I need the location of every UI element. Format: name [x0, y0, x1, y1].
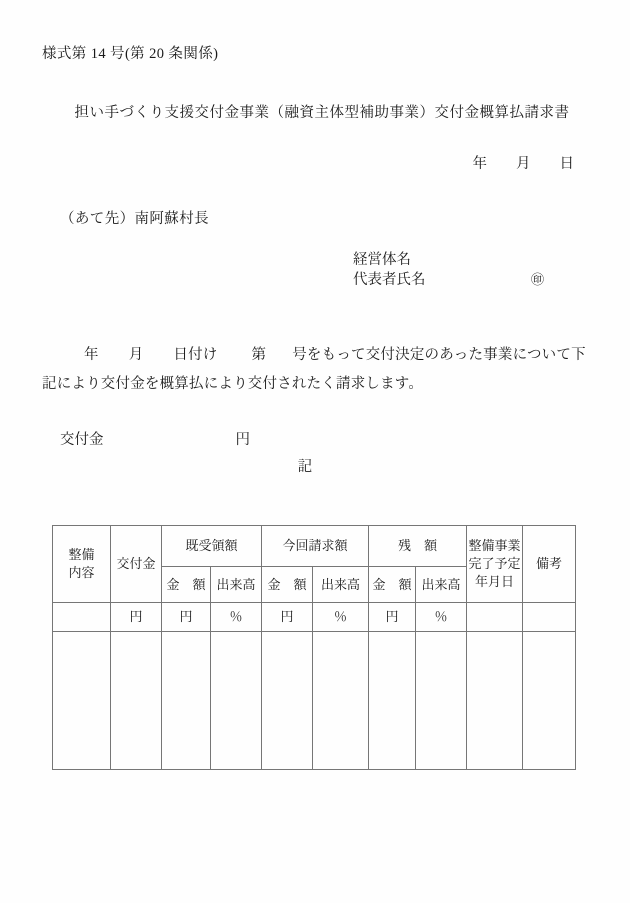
header-balance: 残 額: [369, 526, 467, 567]
header-completion-date: [467, 526, 523, 603]
body-line1-rest: 号をもって交付決定のあった事業について下: [292, 347, 586, 363]
table-header: [53, 526, 576, 603]
cell-remarks[interactable]: [523, 632, 576, 770]
grant-amount-unit: 円: [235, 432, 250, 448]
header-already-received-progress: 出来高: [211, 567, 262, 603]
unit-remarks: [523, 603, 576, 632]
body-month: 月: [128, 347, 144, 363]
header-maintenance-content-line1: 整備: [68, 547, 95, 562]
cell-completion-date[interactable]: [467, 632, 523, 770]
body-year: 年: [84, 347, 99, 363]
page-title: 担い手づくり支援交付金事業（融資主体型補助事業）交付金概算払請求書: [74, 105, 570, 121]
representative-name-label: 代表者氏名: [353, 272, 426, 288]
unit-completion-date: [467, 603, 523, 632]
header-completion-date-line1: 整備事業: [468, 538, 521, 553]
unit-grant: 円: [111, 603, 162, 632]
addressee-line: （あて先）南阿蘇村長: [60, 211, 209, 227]
header-grant: 交付金: [111, 526, 162, 603]
entity-name-label: 経営体名: [353, 252, 411, 268]
header-maintenance-content: [53, 526, 111, 603]
body-paragraph: [42, 341, 588, 399]
header-balance-amount: 金 額: [369, 567, 416, 603]
body-number-prefix: 第: [251, 347, 267, 363]
claim-table-container: [52, 525, 575, 770]
header-current-claim-progress: 出来高: [313, 567, 369, 603]
grant-amount-line: [60, 428, 250, 449]
body-day-suffix: 日付け: [173, 347, 218, 363]
cell-already-received-progress[interactable]: [211, 632, 262, 770]
ki-marker: 記: [297, 459, 313, 475]
grant-amount-label: 交付金: [60, 432, 104, 448]
cell-grant[interactable]: [111, 632, 162, 770]
header-already-received-amount: 金 額: [162, 567, 211, 603]
unit-already-received-progress: ％: [211, 603, 262, 632]
entity-name-row: [353, 250, 426, 270]
header-maintenance-content-line2: 内容: [68, 565, 95, 580]
cell-maintenance-content[interactable]: [53, 632, 111, 770]
unit-balance-amount: 円: [369, 603, 416, 632]
date-line: 年 月 日: [472, 156, 574, 172]
header-remarks: 備考: [523, 526, 576, 603]
header-balance-progress: 出来高: [416, 567, 467, 603]
header-current-claim: 今回請求額: [262, 526, 369, 567]
body-line2: 記により交付金を概算払により交付されたく請求します。: [42, 376, 424, 392]
table-row: [53, 632, 576, 770]
header-completion-date-line2: 完了予定: [468, 556, 521, 571]
table-header-row-groups: [53, 526, 576, 567]
form-number: 様式第 14 号(第 20 条関係): [42, 46, 219, 62]
table-unit-row: [53, 603, 576, 632]
cell-current-claim-progress[interactable]: [313, 632, 369, 770]
header-already-received: 既受領額: [162, 526, 262, 567]
unit-already-received-amount: 円: [162, 603, 211, 632]
unit-current-claim-progress: ％: [313, 603, 369, 632]
cell-already-received-amount[interactable]: [162, 632, 211, 770]
unit-maintenance-content: [53, 603, 111, 632]
unit-balance-progress: ％: [416, 603, 467, 632]
seal-icon: ㊞: [531, 272, 545, 287]
cell-current-claim-amount[interactable]: [262, 632, 313, 770]
cell-balance-amount[interactable]: [369, 632, 416, 770]
header-current-claim-amount: 金 額: [262, 567, 313, 603]
header-completion-date-line3: 年月日: [475, 574, 515, 589]
claim-table: [52, 525, 576, 770]
signature-block: [353, 250, 545, 290]
table-body: [53, 603, 576, 770]
cell-balance-progress[interactable]: [416, 632, 467, 770]
unit-current-claim-amount: 円: [262, 603, 313, 632]
representative-name-row: [353, 270, 545, 290]
